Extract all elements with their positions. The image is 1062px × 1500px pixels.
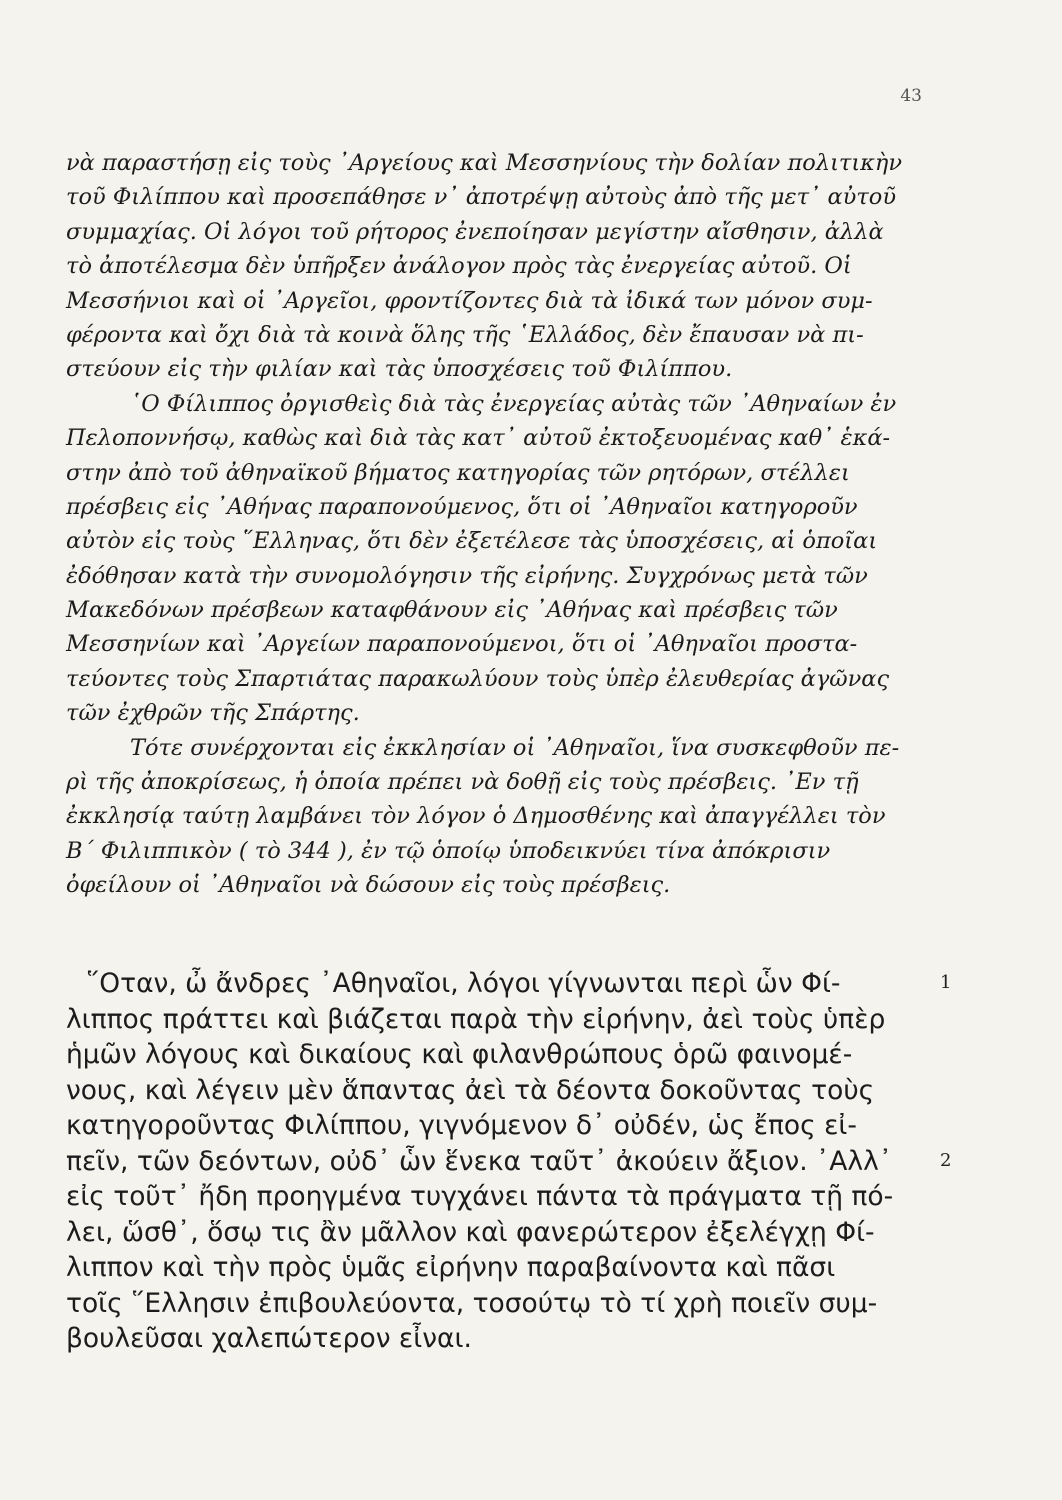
intro-line: ρὶ τῆς ἀποκρίσεως, ἡ ὁποία πρέπει νὰ δοθῇ εἰς τοὺς πρέσβεις. ᾿Εν τῇ: [66, 769, 859, 796]
intro-line: Πελοποννήσῳ, καθὼς καὶ διὰ τὰς κατ᾿ αὐτοῦ ἐκτοξευομένας καθ᾿ ἑκά-: [66, 425, 891, 452]
greek-line: εἰς τοῦτ᾿ ἤδη προηγμένα τυγχάνει πάντα τὰ πράγματα τῇ πό-: [66, 1181, 894, 1212]
intro-line: ὀφείλουν οἱ ᾿Αθηναῖοι νὰ δώσουν εἰς τοὺς πρέσβεις.: [66, 872, 671, 899]
greek-line: λει, ὥσθ᾿, ὅσῳ τις ἂν μᾶλλον καὶ φανερώτερον ἐξελέγχῃ Φί-: [66, 1216, 875, 1248]
intro-line: φέροντα καὶ ὄχι διὰ τὰ κοινὰ ὅλης τῆς ῾Ελλάδος, δὲν ἔπαυσαν νὰ πι-: [66, 321, 864, 348]
intro-line: Β΄ Φιλιππικὸν ( τὸ 344 ), ἐν τῷ ὁποίῳ ὑποδεικνύει τίνα ἀπόκρισιν: [66, 837, 831, 864]
intro-line: αὐτὸν εἰς τοὺς ῞Ελληνας, ὅτι δὲν ἐξετέλεσε τὰς ὑποσχέσεις, αἱ ὁποῖαι: [66, 528, 878, 555]
intro-line: Μεσσήνιοι καὶ οἱ ᾿Αργεῖοι, φροντίζοντες διὰ τὰ ἰδικά των μόνον συμ-: [66, 287, 873, 314]
intro-line: Τότε συνέρχονται εἰς ἐκκλησίαν οἱ ᾿Αθηναῖοι, ἵνα συσκεφθοῦν πε-: [130, 734, 900, 761]
section-number: 1: [940, 972, 952, 993]
intro-line: νὰ παραστήσῃ εἰς τοὺς ᾿Αργείους καὶ Μεσσηνίους τὴν δολίαν πολιτικὴν: [66, 150, 903, 176]
intro-line: τοῦ Φιλίππου καὶ προσεπάθησε ν᾿ ἀποτρέψῃ αὐτοὺς ἀπὸ τῆς μετ᾿ αὐτοῦ: [66, 184, 897, 211]
greek-line: βουλεῦσαι χαλεπώτερον εἶναι.: [66, 1323, 472, 1354]
intro-line: ἐκκλησίᾳ ταύτῃ λαμβάνει τὸν λόγον ὁ Δημοσθένης καὶ ἀπαγγέλλει τὸν: [66, 803, 886, 830]
intro-line: τεύοντες τοὺς Σπαρτιάτας παρακωλύουν τοὺς ὑπὲρ ἐλευθερίας ἀγῶνας: [66, 665, 890, 692]
greek-line: ῞Οταν, ὦ ἄνδρες ᾿Αθηναῖοι, λόγοι γίγνωνται περὶ ὧν Φί-: [86, 968, 841, 999]
greek-text: [66, 966, 946, 1357]
intro-line: στεύουν εἰς τὴν φιλίαν καὶ τὰς ὑποσχέσεις τοῦ Φιλίππου.: [66, 356, 733, 383]
intro-line: στην ἀπὸ τοῦ ἀθηναϊκοῦ βήματος κατηγορίας τῶν ρητόρων, στέλλει: [66, 459, 850, 486]
greek-line: ἡμῶν λόγους καὶ δικαίους καὶ φιλανθρώπους ὁρῶ φαινομέ-: [66, 1039, 853, 1070]
intro-line: πρέσβεις εἰς ᾿Αθήνας παραπονούμενος, ὅτι οἱ ᾿Αθηναῖοι κατηγοροῦν: [66, 493, 858, 520]
greek-line: τοῖς ῞Ελλησιν ἐπιβουλεύοντα, τοσούτῳ τὸ τί χρὴ ποιεῖν συμ-: [66, 1287, 878, 1319]
intro-line: ἐδόθησαν κατὰ τὴν συνομολόγησιν τῆς εἰρήνης. Συγχρόνως μετὰ τῶν: [66, 562, 868, 589]
greek-line: νους, καὶ λέγειν μὲν ἅπαντας ἀεὶ τὰ δέοντα δοκοῦντας τοὺς: [66, 1074, 875, 1106]
intro-line: τὸ ἀποτέλεσμα δὲν ὑπῆρξεν ἀνάλογον πρὸς τὰς ἐνεργείας αὐτοῦ. Οἱ: [66, 253, 852, 280]
intro-line: Μεσσηνίων καὶ ᾿Αργείων παραπονούμενοι, ὅτι οἱ ᾿Αθηναῖοι προστα-: [66, 631, 858, 658]
intro-line: τῶν ἐχθρῶν τῆς Σπάρτης.: [66, 700, 360, 727]
introduction-text: [66, 146, 936, 903]
intro-line: συμμαχίας. Οἱ λόγοι τοῦ ρήτορος ἐνεποίησαν μεγίστην αἴσθησιν, ἀλλὰ: [66, 218, 884, 245]
greek-line: κατηγοροῦντας Φιλίππου, γιγνόμενον δ᾿ οὐδέν, ὡς ἔπος εἰ-: [66, 1110, 857, 1141]
page-number: 43: [900, 86, 922, 106]
greek-line: λιππος πράττει καὶ βιάζεται παρὰ τὴν εἰρήνην, ἀεὶ τοὺς ὑπὲρ: [66, 1003, 886, 1035]
greek-line: πεῖν, τῶν δεόντων, οὐδ᾿ ὧν ἕνεκα ταῦτ᾿ ἀκούειν ἄξιον. ᾿Αλλ᾿: [66, 1145, 893, 1177]
section-number: 2: [940, 1150, 952, 1171]
greek-line: λιππον καὶ τὴν πρὸς ὑμᾶς εἰρήνην παραβαίνοντα καὶ πᾶσι: [66, 1252, 836, 1283]
intro-line: ῾Ο Φίλιππος ὀργισθεὶς διὰ τὰς ἐνεργείας αὐτὰς τῶν ᾿Αθηναίων ἐν: [130, 390, 897, 417]
intro-line: Μακεδόνων πρέσβεων καταφθάνουν εἰς ᾿Αθήνας καὶ πρέσβεις τῶν: [66, 597, 838, 624]
